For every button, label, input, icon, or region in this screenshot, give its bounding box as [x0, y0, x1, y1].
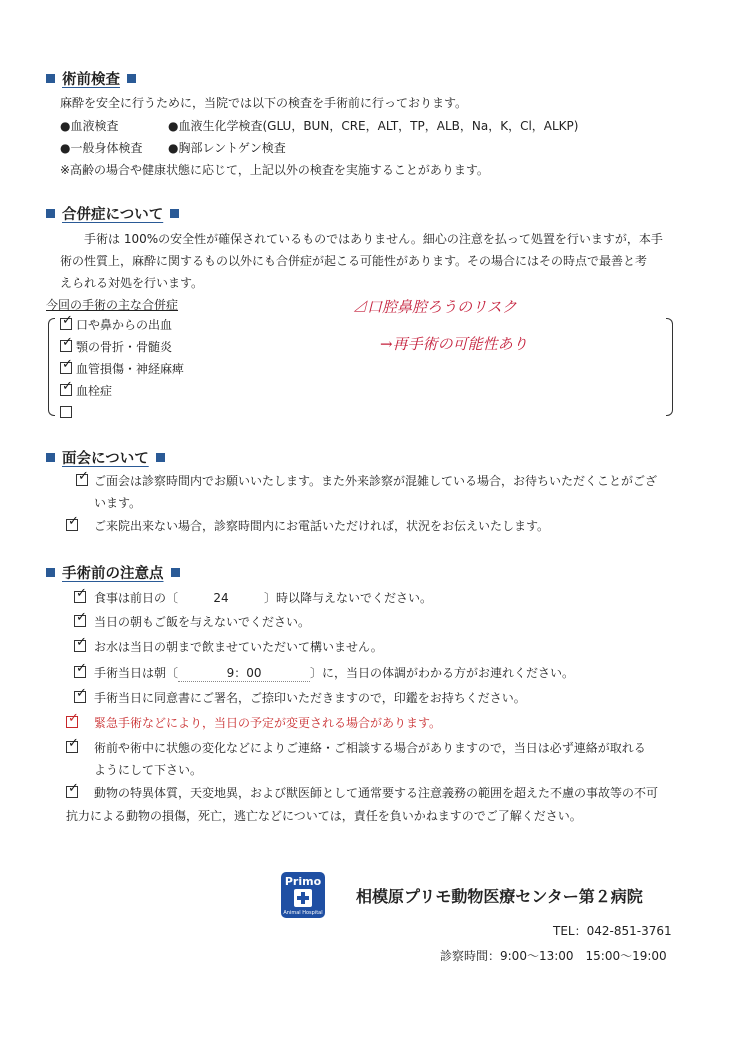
check-mark-icon: ✓ [76, 661, 87, 676]
check-mark-icon: ✓ [68, 781, 79, 796]
complication-item: 血管損傷・神経麻痺 [76, 362, 185, 376]
preop-note: ※高齢の場合や健康状態に応じて，上記以外の検査を実施することがあります。 [60, 163, 489, 177]
square-bullet-icon [46, 568, 55, 577]
arrival-prefix: 手術当日は朝〔 [94, 666, 179, 680]
precaution-checkbox[interactable] [66, 781, 79, 798]
complication-item: 口や鼻からの出血 [76, 318, 173, 332]
medical-cross-icon [294, 889, 312, 907]
check-mark-icon: ✓ [76, 586, 87, 601]
precaution-checkbox[interactable] [74, 686, 87, 703]
clinic-logo [281, 872, 325, 918]
square-bullet-icon [170, 209, 179, 218]
check-mark-icon: ✓ [68, 514, 79, 529]
arrival-suffix: 〕に，当日の体調がわかる方がお連れください。 [310, 666, 575, 680]
precaution-liability-2: 抗力による動物の損傷，死亡，逃亡などについては，責任を負いかねますのでご了解ください。 [66, 809, 582, 823]
precaution-checkbox[interactable] [74, 635, 87, 652]
square-bullet-icon [46, 453, 55, 462]
precaution-checkbox[interactable] [66, 736, 79, 753]
preop-xray: ●胸部レントゲン検査 [168, 141, 286, 155]
square-bullet-icon [46, 74, 55, 83]
preop-intro: 麻酔を安全に行うために，当院では以下の検査を手術前に行っております。 [60, 96, 468, 110]
logo-text: Primo [284, 875, 322, 888]
precaution-checkbox[interactable] [66, 711, 79, 728]
logo-subtext: Animal Hospital [283, 910, 323, 916]
complications-paragraph-3: えられる対処を行います。 [60, 276, 204, 290]
visiting-item-2: ご来院出来ない場合，診察時間内にお電話いただければ，状況をお伝えいたします。 [94, 519, 550, 533]
precaution-liability-1: 動物の特異体質，天変地異，および獣医師として通常要する注意義務の範囲を超えた不慮の事故等の不可 [94, 786, 659, 800]
check-mark-icon: ✓ [78, 469, 89, 484]
precaution-checkbox[interactable] [74, 586, 87, 603]
check-mark-icon: ✓ [62, 379, 73, 394]
check-mark-icon: ✓ [62, 335, 73, 350]
visiting-item-1-cont: います。 [94, 496, 142, 510]
left-bracket [48, 318, 55, 416]
check-mark-icon: ✓ [68, 736, 79, 751]
visiting-heading [46, 447, 165, 468]
complication-checkbox[interactable] [60, 357, 73, 374]
complications-heading [46, 203, 179, 224]
check-mark-icon: ✓ [76, 686, 87, 701]
complication-checkbox-empty[interactable] [60, 406, 72, 418]
precaution-contact-2: ようにして下さい。 [94, 763, 203, 777]
complication-checkbox[interactable] [60, 313, 73, 330]
preop-blood-test: ●血液検査 [60, 119, 119, 133]
clinic-tel: TEL：042-851-3761 [553, 924, 672, 938]
precaution-contact-1: 術前や術中に状態の変化などによりご連絡・ご相談する場合がありますので，当日は必ず連絡が取れる [94, 741, 646, 755]
food-hour: 24 [213, 591, 229, 605]
check-mark-icon: ✓ [62, 313, 73, 328]
right-bracket [666, 318, 673, 416]
visiting-checkbox[interactable] [66, 514, 79, 531]
square-bullet-icon [127, 74, 136, 83]
arrival-time: 9：00 [178, 664, 310, 682]
complications-paragraph-1: 手術は 100%の安全性が確保されているものではありません。細心の注意を払って処置を行いますが，本手 [84, 232, 663, 246]
square-bullet-icon [171, 568, 180, 577]
preop-physical-exam: ●一般身体検査 [60, 141, 143, 155]
precaution-arrival [94, 664, 574, 682]
precaution-food [94, 589, 432, 606]
check-mark-icon: ✓ [76, 635, 87, 650]
check-mark-icon: ✓ [76, 610, 87, 625]
visiting-heading-title: 面会について [62, 451, 149, 467]
food-prefix: 食事は前日の〔 [94, 591, 179, 605]
handwritten-note-1: ⊿口腔鼻腔ろうのリスク [352, 298, 517, 316]
precaution-checkbox[interactable] [74, 610, 87, 627]
complication-item: 血栓症 [76, 384, 113, 398]
handwritten-note-2: →再手術の可能性あり [380, 335, 528, 353]
precaution-consent: 手術当日に同意書にご署名，ご捺印いただきますので，印鑑をお持ちください。 [94, 691, 526, 705]
preop-heading [46, 68, 136, 89]
clinic-name: 相模原プリモ動物医療センター第２病院 [356, 887, 643, 906]
complication-checkbox[interactable] [60, 335, 73, 352]
precautions-heading-title: 手術前の注意点 [62, 566, 164, 582]
preop-heading-title: 術前検査 [62, 72, 120, 88]
precaution-checkbox[interactable] [74, 661, 87, 678]
complication-checkbox[interactable] [60, 379, 73, 396]
food-suffix: 〕時以降与えないでください。 [264, 591, 433, 605]
precautions-heading [46, 562, 180, 583]
square-bullet-icon [46, 209, 55, 218]
precaution-emergency: 緊急手術などにより，当日の予定が変更される場合があります。 [94, 716, 442, 730]
preop-biochem-test: ●血液生化学検査(GLU，BUN，CRE，ALT，TP，ALB，Na，K，Cl，ALKP) [168, 119, 579, 133]
complications-list-title: 今回の手術の主な合併症 [46, 298, 179, 312]
precaution-morning-food: 当日の朝もご飯を与えないでください。 [94, 615, 311, 629]
complications-heading-title: 合併症について [62, 207, 164, 223]
visiting-checkbox[interactable] [76, 469, 89, 486]
clinic-hours: 診察時間：9:00～13:00 15:00～19:00 [440, 949, 667, 963]
check-mark-icon: ✓ [62, 357, 73, 372]
precaution-water: お水は当日の朝まで飲ませていただいて構いません。 [94, 640, 383, 654]
complications-paragraph-2: 術の性質上，麻酔に関するもの以外にも合併症が起こる可能性があります。その場合にはその時点で最善と考 [60, 254, 648, 268]
complication-item: 顎の骨折・骨髄炎 [76, 340, 173, 354]
check-mark-icon: ✓ [68, 711, 79, 726]
visiting-item-1: ご面会は診察時間内でお願いいたします。また外来診察が混雑している場合，お待ちいただくことがござ [94, 474, 658, 488]
square-bullet-icon [156, 453, 165, 462]
